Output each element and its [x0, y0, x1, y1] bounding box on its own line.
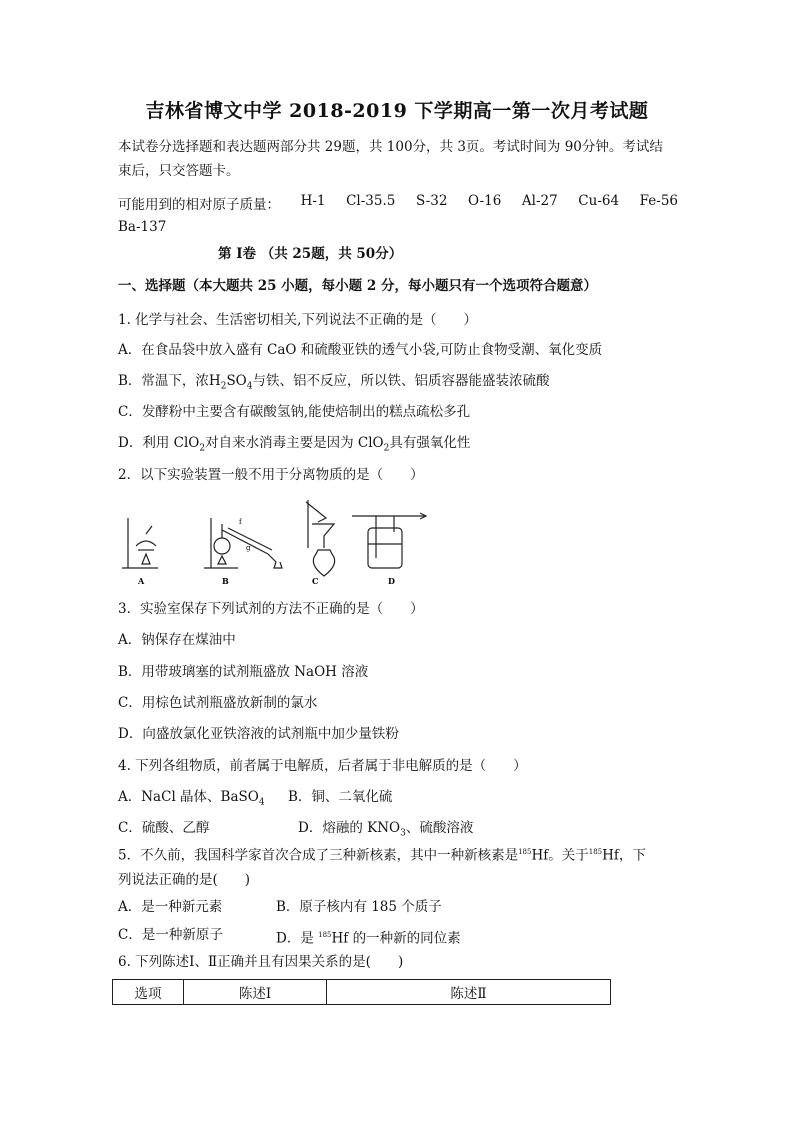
q3-option-d: D．向盛放氯化亚铁溶液的试剂瓶中加少量铁粉 — [118, 726, 399, 742]
burner-a — [142, 554, 150, 564]
label-g: g — [246, 544, 251, 552]
atomic-masses-label: 可能用到的相对原子质量： — [118, 197, 280, 213]
part-heading: 第 I卷 （共 25题，共 50分） — [218, 246, 403, 262]
q5-stem-line-2: 列说法正确的是( ) — [118, 872, 251, 888]
mass-item: Cl-35.5 — [346, 193, 396, 209]
wash-bottle — [368, 528, 402, 568]
q5-option-b: B．原子核内有 185 个质子 — [276, 899, 442, 915]
q1-stem: 1. 化学与社会、生活密切相关,下列说法不正确的是（ ） — [118, 312, 477, 328]
q4-option-a: A．NaCl 晶体、BaSO$_4$ — [118, 789, 265, 808]
section-heading: 一、选择题（本大题共 25 小题，每小题 2 分，每小题只有一个选项符合题意） — [118, 278, 597, 294]
funnel-c — [312, 524, 334, 548]
evaporating-dish — [136, 541, 156, 546]
q5-option-d: D．是 $^{185}$Hf 的一种新的同位素 — [276, 930, 461, 947]
q5-stem: 5．不久前，我国科学家首次合成了三种新核素，其中一种新核素是$^{185}$Hf。关于$^{185}$Hf，下 — [118, 847, 646, 864]
q4-stem: 4. 下列各组物质，前者属于电解质，后者属于非电解质的是（ ） — [118, 758, 527, 774]
q2-stem: 2．以下实验装置一般不用于分离物质的是（ ） — [118, 467, 424, 483]
label-f: f — [239, 518, 242, 526]
q5-option-a: A．是一种新元素 — [118, 899, 223, 915]
mass-item: S-32 — [415, 193, 448, 209]
table-header-cell: 选项 — [113, 980, 184, 1005]
label-b: B — [222, 576, 229, 586]
q6-table — [112, 979, 611, 1005]
burner-b — [218, 556, 226, 564]
q1-option-d: D．利用 ClO$_2$对自来水消毒主要是因为 ClO$_2$具有强氧化性 — [118, 435, 471, 454]
mass-item-last: Ba-137 — [118, 219, 167, 235]
label-c: C — [312, 576, 319, 586]
q3-option-a: A．钠保存在煤油中 — [118, 632, 236, 648]
q3-option-b: B．用带玻璃塞的试剂瓶盛放 NaOH 溶液 — [118, 664, 369, 680]
q4-option-d: D．熔融的 $KNO_3$、硫酸溶液 — [298, 820, 474, 839]
intro-line-1: 本试卷分选择题和表达题两部分共 29题，共 100分，共 3页。考试时间为 90分钟。考试结 — [118, 139, 663, 155]
q3-stem: 3．实验室保存下列试剂的方法不正确的是（ ） — [118, 601, 424, 617]
q1-option-b: B．常温下，浓$H_2SO_4$与铁、铝不反应，所以铁、铝质容器能盛装浓硫酸 — [118, 373, 550, 392]
label-d: D — [388, 576, 395, 586]
apparatus-drawing — [118, 488, 438, 588]
apparatus-figure — [118, 488, 438, 588]
distill-flask — [214, 538, 230, 554]
q4-option-c: C．硫酸、乙醇 — [118, 820, 210, 836]
mass-item: H-1 — [300, 193, 326, 209]
label-a: A — [138, 576, 145, 586]
q3-option-c: C．用棕色试剂瓶盛放新制的氯水 — [118, 695, 318, 711]
mass-item: Fe-56 — [639, 193, 678, 209]
mass-item: O-16 — [468, 193, 502, 209]
q5-option-c: C．是一种新原子 — [118, 927, 223, 943]
table-header-row — [113, 980, 611, 1005]
q1-option-a: A．在食品袋中放入盛有 CaO 和硫酸亚铁的透气小袋,可防止食物受潮、氧化变质 — [118, 342, 603, 358]
beaker-c — [306, 502, 326, 522]
q1-option-c: C．发酵粉中主要含有碳酸氢钠,能使焙制出的糕点疏松多孔 — [118, 404, 471, 420]
atomic-masses — [118, 193, 678, 213]
table-header-cell: 陈述Ⅰ — [184, 980, 327, 1005]
table-header-cell: 陈述Ⅱ — [327, 980, 611, 1005]
receiver — [268, 554, 282, 568]
q6-stem: 6. 下列陈述Ⅰ、Ⅱ正确并且有因果关系的是( ) — [118, 954, 404, 970]
intro-line-2: 束后，只交答题卡。 — [118, 163, 240, 179]
mass-item: Al-27 — [521, 193, 558, 209]
q4-option-b: B．铜、二氧化硫 — [288, 789, 393, 805]
flask-c — [313, 550, 334, 576]
mass-item: Cu-64 — [578, 193, 620, 209]
page-title: 吉林省博文中学 2018-2019 下学期高一第一次月考试题 — [145, 100, 649, 122]
